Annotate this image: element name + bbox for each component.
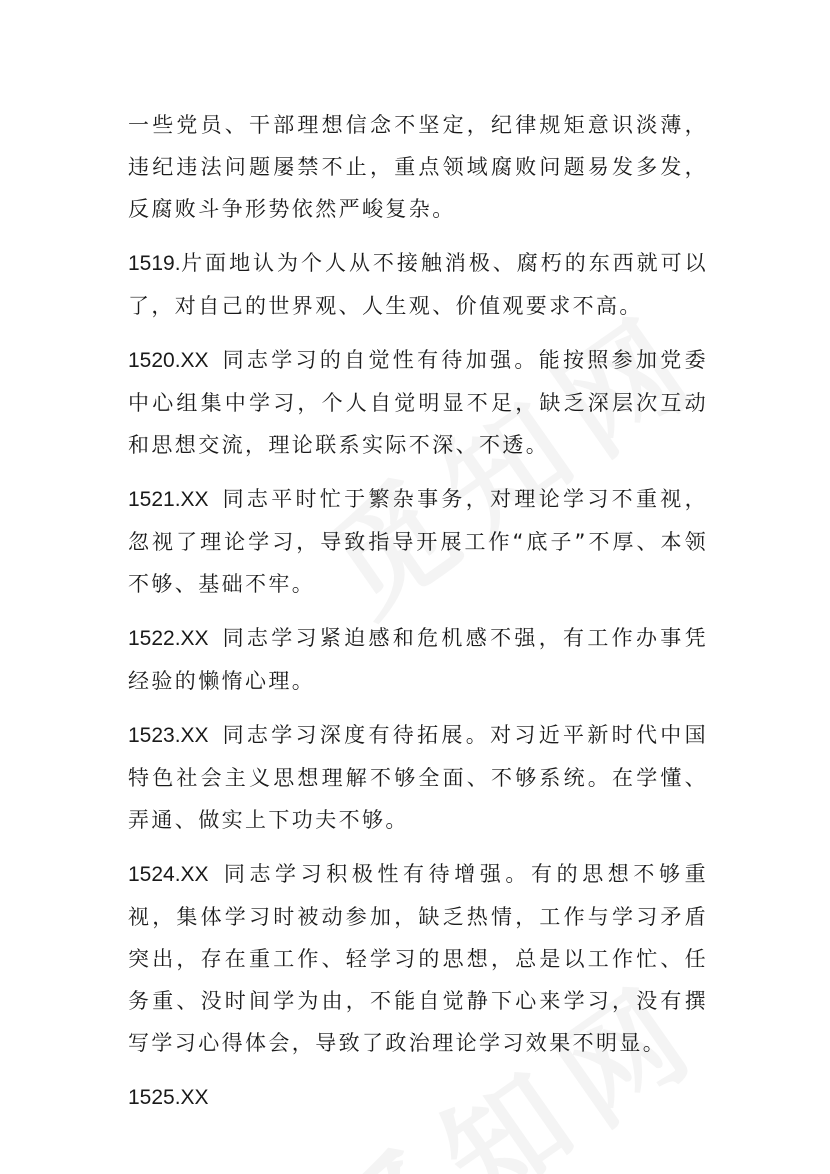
- list-item: [128, 339, 708, 466]
- item-number: 1521.XX: [128, 488, 209, 511]
- list-item: [128, 617, 708, 702]
- paragraph-text: 一些党员、干部理想信念不坚定，纪律规矩意识淡薄，违纪违法问题屡禁不止，重点领域腐败问题易发多发，反腐败斗争形势依然严峻复杂。: [128, 113, 708, 221]
- item-text: 同志学习深度有待拓展。对习近平新时代中国特色社会主义思想理解不够全面、不够系统。在学懂、弄通、做实上下功夫不够。: [128, 723, 709, 832]
- item-text: 同志学习积极性有待增强。有的思想不够重视，集体学习时被动参加，缺乏热情，工作与学习矛盾突出，存在重工作、轻学习的思想，总是以工作忙、任务重、没时间学为由，不能自觉静下心来学习，没有撰写学习心得体会，导致了政治理论学习效果不明显。: [128, 862, 708, 1055]
- item-number: 1524.XX: [128, 863, 209, 886]
- item-text: 同志平时忙于繁杂事务，对理论学习不重视，忽视了理论学习，导致指导开展工作“底子”不厚、本领不够、基础不牢。: [128, 487, 709, 596]
- item-text: 同志学习的自觉性有待加强。能按照参加党委中心组集中学习，个人自觉明显不足，缺乏深层次互动和思想交流，理论联系实际不深、不透。: [128, 348, 709, 457]
- item-number: 1525.XX: [128, 1086, 209, 1109]
- item-number: 1522.XX: [128, 627, 209, 650]
- list-item: [128, 242, 708, 327]
- paragraph: [128, 104, 708, 230]
- item-text: 片面地认为个人从不接触消极、腐朽的东西就可以了，对自己的世界观、人生观、价值观要求不高。: [128, 251, 708, 318]
- list-item: [128, 853, 708, 1064]
- item-number: 1520.XX: [128, 349, 209, 372]
- item-number: 1519.: [128, 252, 181, 275]
- item-number: 1523.XX: [128, 724, 209, 747]
- document-body: [128, 104, 708, 1131]
- list-item: [128, 714, 708, 841]
- list-item: [128, 1076, 708, 1119]
- list-item: [128, 478, 708, 605]
- item-text: 同志学习紧迫感和危机感不强，有工作办事凭经验的懒惰心理。: [128, 626, 709, 693]
